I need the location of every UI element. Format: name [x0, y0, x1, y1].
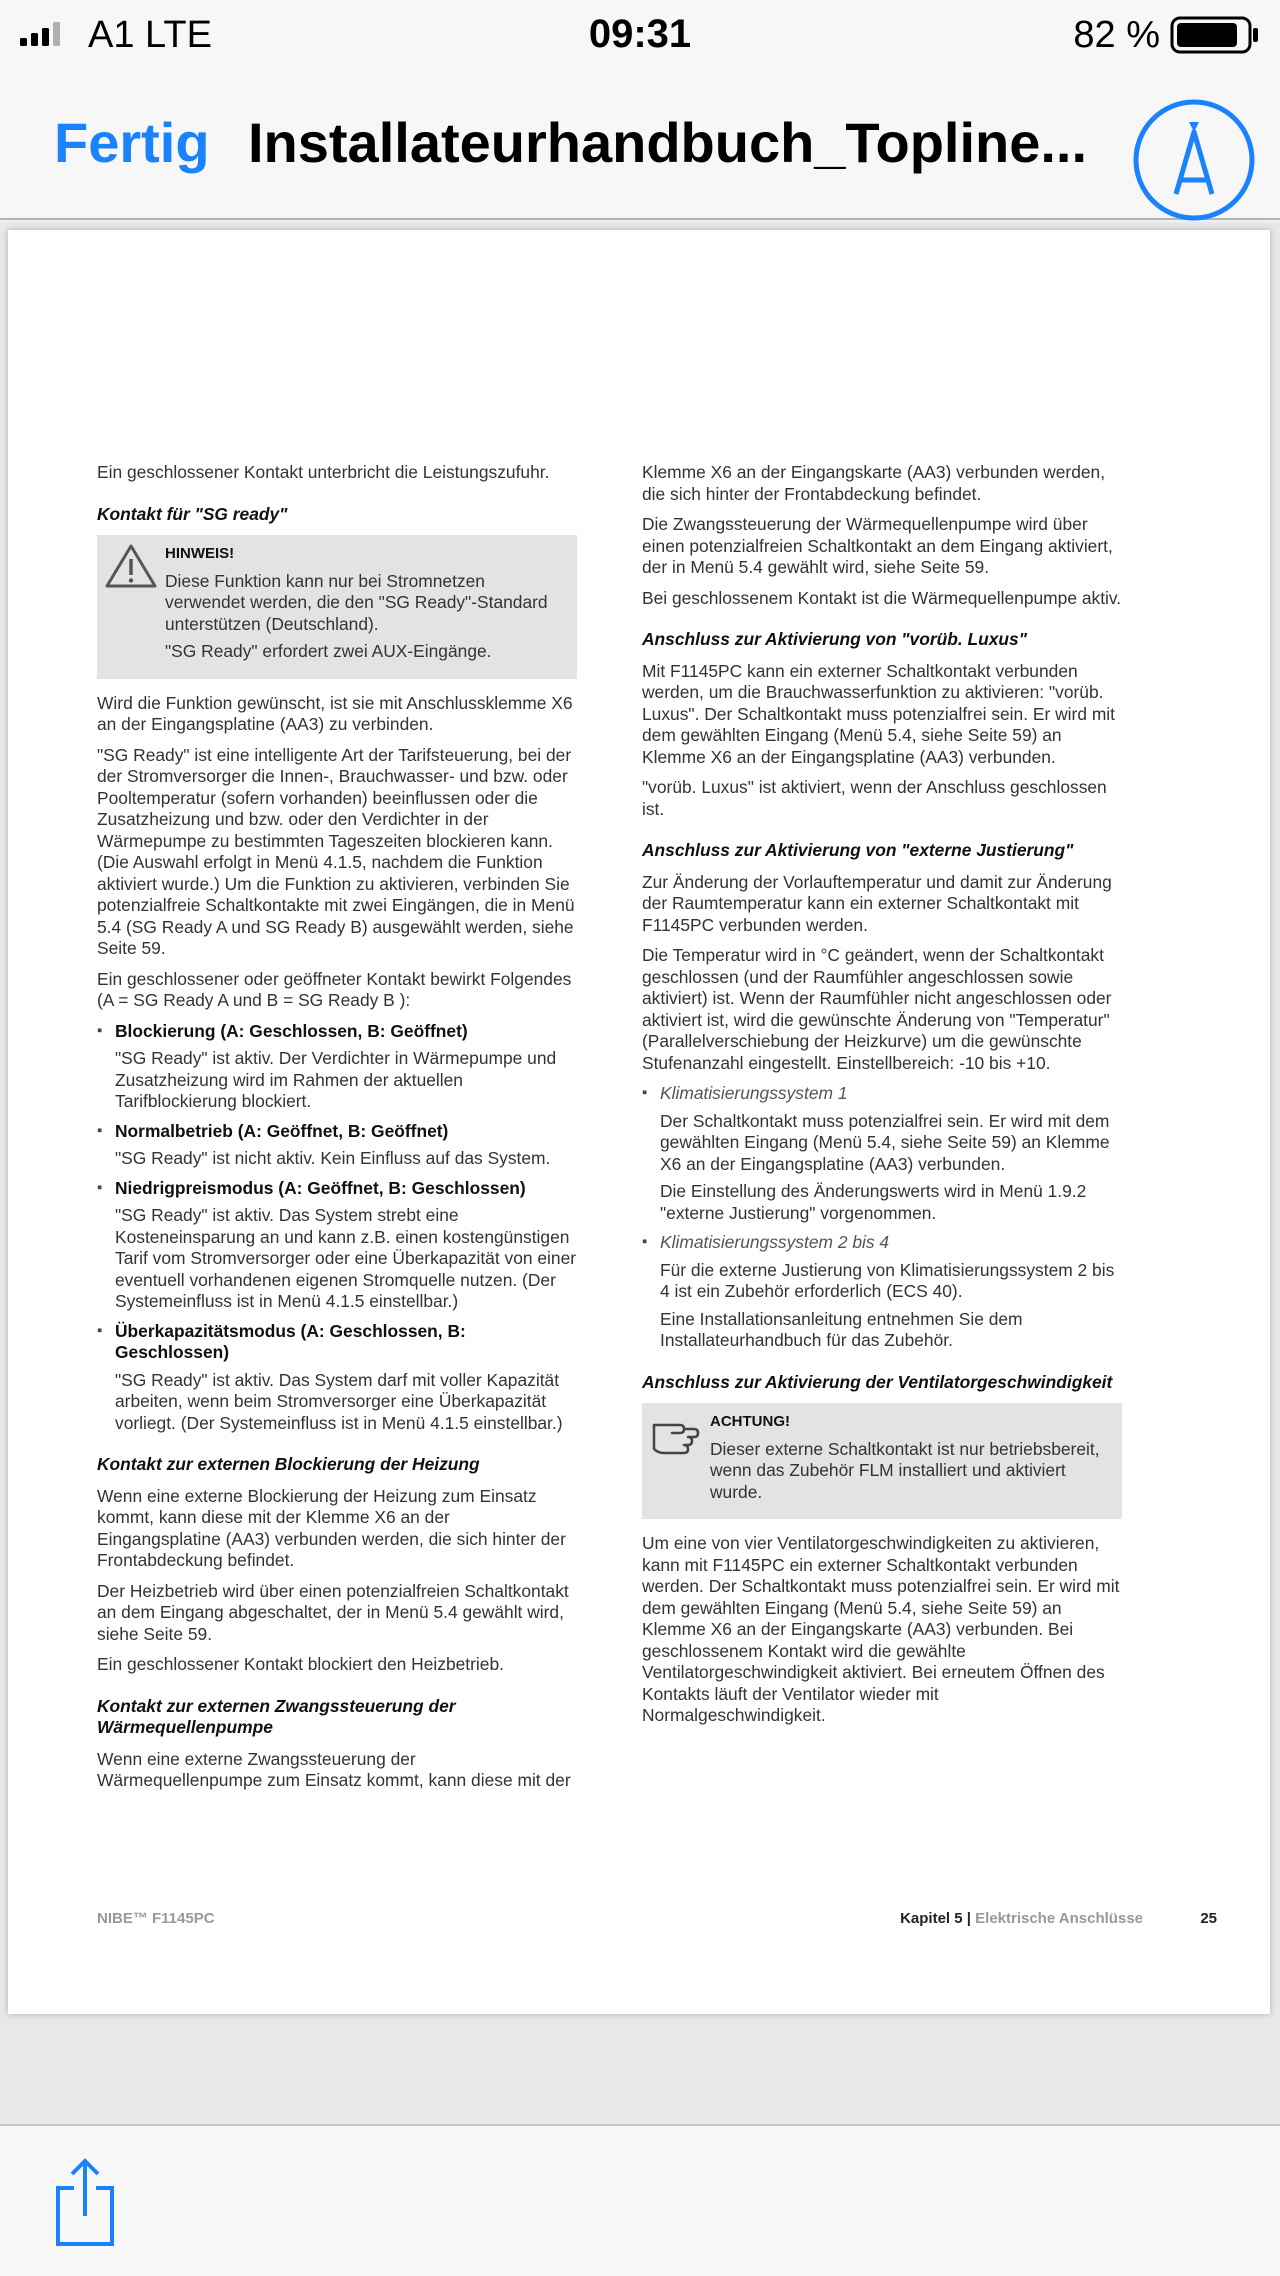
list-item-heading: ▪ Niedrigpreismodus (A: Geöffnet, B: Geschlossen) — [97, 1178, 577, 1200]
paragraph: Ein geschlossener Kontakt unterbricht die Leistungszufuhr. — [97, 462, 550, 482]
paragraph: "SG Ready" ist eine intelligente Art der Tarifsteuerung, bei der der Stromversorger die Innen-, Brauchwasser- und bzw. oder Pooltemperatur (sofern vorhanden) beeinflussen oder die Zusatzheizung und bzw. oder den Verdichter in der Wärmepumpe zu bestimmten Tageszeiten blockieren kann. (Die Auswahl erfolgt in Menü 4.1.5, nachdem die Funktion aktiviert wurde.) Um die Funktion zu aktivieren, verbinden Sie potenzialfreie Schaltkontakte mit zwei Eingängen, die in Menü 5.4 (SG Ready A und SG Ready B) ausgewählt werden, siehe Seite 59. — [97, 744, 575, 958]
paragraph: Die Temperatur wird in °C geändert, wenn der Schaltkontakt geschlossen (und der Raumfühler angeschlossen sowie aktiviert) ist. Wenn der Raumfühler nicht angeschlossen oder aktiviert ist, wird die gewünschte Änderung von "Temperatur" (Parallelverschiebung der Heizkurve) um die gewünschte Stufenanzahl eingestellt. Einstellbereich: -10 bis +10. — [642, 945, 1112, 1073]
list-item — [642, 1232, 1122, 1352]
notice-box — [97, 535, 577, 679]
list-item-text: "SG Ready" ist aktiv. Das System darf mit voller Kapazität arbeiten, wenn beim Stromversorger eine Überkapazität vorliegt. (Der Systemeinfluss ist in Menü 4.1.5 einstellbar.) — [115, 1369, 563, 1433]
paragraph: Klemme X6 an der Eingangskarte (AA3) verbunden werden, die sich hinter der Frontabdeckung befindet. — [642, 462, 1106, 504]
footer-chapter — [900, 1910, 1143, 1927]
list-item-heading: ▪ Normalbetrieb (A: Geöffnet, B: Geöffnet) — [97, 1121, 577, 1143]
share-icon[interactable] — [52, 2158, 118, 2248]
done-button[interactable]: Fertig — [54, 111, 210, 174]
battery-percent: 82 % — [1073, 14, 1160, 56]
warning-icon — [105, 543, 157, 589]
pointing-hand-icon — [650, 1411, 702, 1457]
paragraph: Mit F1145PC kann ein externer Schaltkontakt verbunden werden, um die Brauchwasserfunktion zu aktivieren: "vorüb. Luxus". Der Schaltkontakt muss potenzialfrei sein. Er wird mit dem gewählten Eingang (Menü 5.4, siehe Seite 59) an Klemme X6 an der Eingangsplatine (AA3) verbunden. — [642, 660, 1116, 767]
status-bar — [0, 0, 1280, 68]
list-item-heading: ▪ Klimatisierungssystem 1 — [642, 1083, 1122, 1105]
caution-box — [642, 1403, 1122, 1519]
footer-section: Elektrische Anschlüsse — [975, 1910, 1143, 1927]
paragraph: Wenn eine externe Blockierung der Heizung zum Einsatz kommt, kann diese mit der Klemme X6 an der Eingangsplatine (AA3) verbunden werden, die sich hinter der Frontabdeckung befindet. — [97, 1485, 566, 1570]
document-viewport[interactable] — [0, 222, 1280, 2124]
paragraph: Der Heizbetrieb wird über einen potenzialfreien Schaltkontakt an dem Eingang abgeschaltet, der in Menü 5.4 gewählt wird, siehe Seite 59. — [97, 1580, 569, 1644]
paragraph: Ein geschlossener Kontakt blockiert den Heizbetrieb. — [97, 1654, 504, 1674]
paragraph: Die Zwangssteuerung der Wärmequellenpumpe wird über einen potenzialfreien Schaltkontakt an dem Eingang aktiviert, der in Menü 5.4 gewählt wird, siehe Seite 59. — [642, 514, 1113, 577]
list-item — [97, 1021, 577, 1113]
mode-list — [97, 1021, 577, 1435]
list-item-text: Die Einstellung des Änderungswerts wird in Menü 1.9.2 "externe Justierung" vorgenommen. — [660, 1181, 1087, 1223]
caution-text: Dieser externe Schaltkontakt ist nur betriebsbereit, wenn das Zubehör FLM installiert und aktiviert wurde. — [710, 1438, 1100, 1502]
document-title: Installateurhandbuch_Topline... — [248, 111, 1088, 174]
climate-system-list — [642, 1083, 1122, 1352]
notice-text: "SG Ready" erfordert zwei AUX-Eingänge. — [165, 641, 492, 661]
list-item-text: Der Schaltkontakt muss potenzialfrei sein. Er wird mit dem gewählten Eingang (Menü 5.4, siehe Seite 59) an Klemme X6 an der Eingangsplatine (AA3) verbunden. — [660, 1110, 1110, 1174]
left-column — [97, 462, 577, 1801]
list-item — [642, 1083, 1122, 1224]
section-heading: Kontakt zur externen Zwangssteuerung der Wärmequellenpumpe — [97, 1695, 456, 1737]
caution-heading: ACHTUNG! — [710, 1413, 790, 1430]
section-heading: Kontakt für "SG ready" — [97, 503, 288, 524]
footer-chapter-label: Kapitel 5 | — [900, 1910, 971, 1927]
bottom-toolbar — [0, 2124, 1280, 2276]
document-page — [8, 230, 1270, 2014]
list-item-heading: ▪ Blockierung (A: Geschlossen, B: Geöffnet) — [97, 1021, 577, 1043]
clock: 09:31 — [588, 12, 692, 56]
section-heading: Anschluss zur Aktivierung der Ventilatorgeschwindigkeit — [642, 1371, 1113, 1392]
footer-doc-name: NIBE™ F1145PC — [97, 1910, 215, 1927]
list-item-text: "SG Ready" ist aktiv. Das System strebt eine Kosteneinsparung an und kann z.B. einen kostengünstigen Tarif vom Stromversorger oder eine Überkapazität von einer eventuell vorhandenen eigenen Stromquelle nutzen. (Der Systemeinfluss ist in Menü 4.1.5 einstellbar.) — [115, 1205, 577, 1311]
list-item — [97, 1178, 577, 1313]
list-item-text: "SG Ready" ist aktiv. Der Verdichter in Wärmepumpe und Zusatzheizung wird im Rahmen der aktuellen Tarifblockierung blockiert. — [115, 1048, 557, 1111]
list-item-text: Für die externe Justierung von Klimatisierungssystem 2 bis 4 ist ein Zubehör erforderlich (ECS 40). — [660, 1259, 1115, 1301]
list-item — [97, 1121, 577, 1170]
markup-pen-icon[interactable] — [1132, 98, 1256, 222]
section-heading: Anschluss zur Aktivierung von "externe Justierung" — [642, 840, 1074, 860]
right-column — [642, 462, 1122, 1736]
notice-heading: HINWEIS! — [165, 545, 235, 562]
section-heading: Kontakt zur externen Blockierung der Heizung — [97, 1454, 480, 1474]
list-item — [97, 1321, 577, 1435]
carrier-label: A1 LTE — [88, 14, 212, 56]
page-number: 25 — [1200, 1910, 1217, 1927]
list-item-text: Eine Installationsanleitung entnehmen Sie dem Installateurhandbuch für das Zubehör. — [660, 1308, 1023, 1350]
section-heading: Anschluss zur Aktivierung von "vorüb. Luxus" — [642, 629, 1027, 649]
paragraph: Um eine von vier Ventilatorgeschwindigkeiten zu aktivieren, kann mit F1145PC ein externer Schaltkontakt verbunden werden. Der Schaltkontakt muss potenzialfrei sein. Er wird mit dem gewählten Eingang (Menü 5.4, siehe Seite 59) an Klemme X6 an der Eingangskarte (AA3) verbunden. Bei geschlossenem Kontakt wird die gewählte Ventilatorgeschwindigkeit aktiviert. Bei erneutem Öffnen des Kontakts läuft der Ventilator wieder mit Normalgeschwindigkeit. — [642, 1533, 1120, 1725]
paragraph: Wenn eine externe Zwangssteuerung der Wärmequellenpumpe zum Einsatz kommt, kann diese mit der — [97, 1748, 571, 1790]
paragraph: Zur Änderung der Vorlauftemperatur und damit zur Änderung der Raumtemperatur kann ein externer Schaltkontakt mit F1145PC verbunden werden. — [642, 871, 1112, 935]
paragraph: Bei geschlossenem Kontakt ist die Wärmequellenpumpe aktiv. — [642, 587, 1122, 608]
list-item-heading: ▪ Überkapazitätsmodus (A: Geschlossen, B: Geschlossen) — [97, 1321, 577, 1364]
paragraph: "vorüb. Luxus" ist aktiviert, wenn der Anschluss geschlossen ist. — [642, 777, 1107, 819]
battery-icon — [1170, 16, 1260, 54]
navigation-bar — [0, 68, 1280, 220]
notice-text: Diese Funktion kann nur bei Stromnetzen verwendet werden, die den "SG Ready"-Standard unterstützen (Deutschland). — [165, 570, 548, 634]
paragraph: Ein geschlossener oder geöffneter Kontakt bewirkt Folgendes (A = SG Ready A und B = SG Ready B ): — [97, 968, 572, 1010]
list-item-heading: ▪ Klimatisierungssystem 2 bis 4 — [642, 1232, 1122, 1254]
list-item-text: "SG Ready" ist nicht aktiv. Kein Einfluss auf das System. — [115, 1148, 551, 1168]
paragraph: Wird die Funktion gewünscht, ist sie mit Anschlussklemme X6 an der Eingangsplatine (AA3) zu verbinden. — [97, 692, 573, 734]
